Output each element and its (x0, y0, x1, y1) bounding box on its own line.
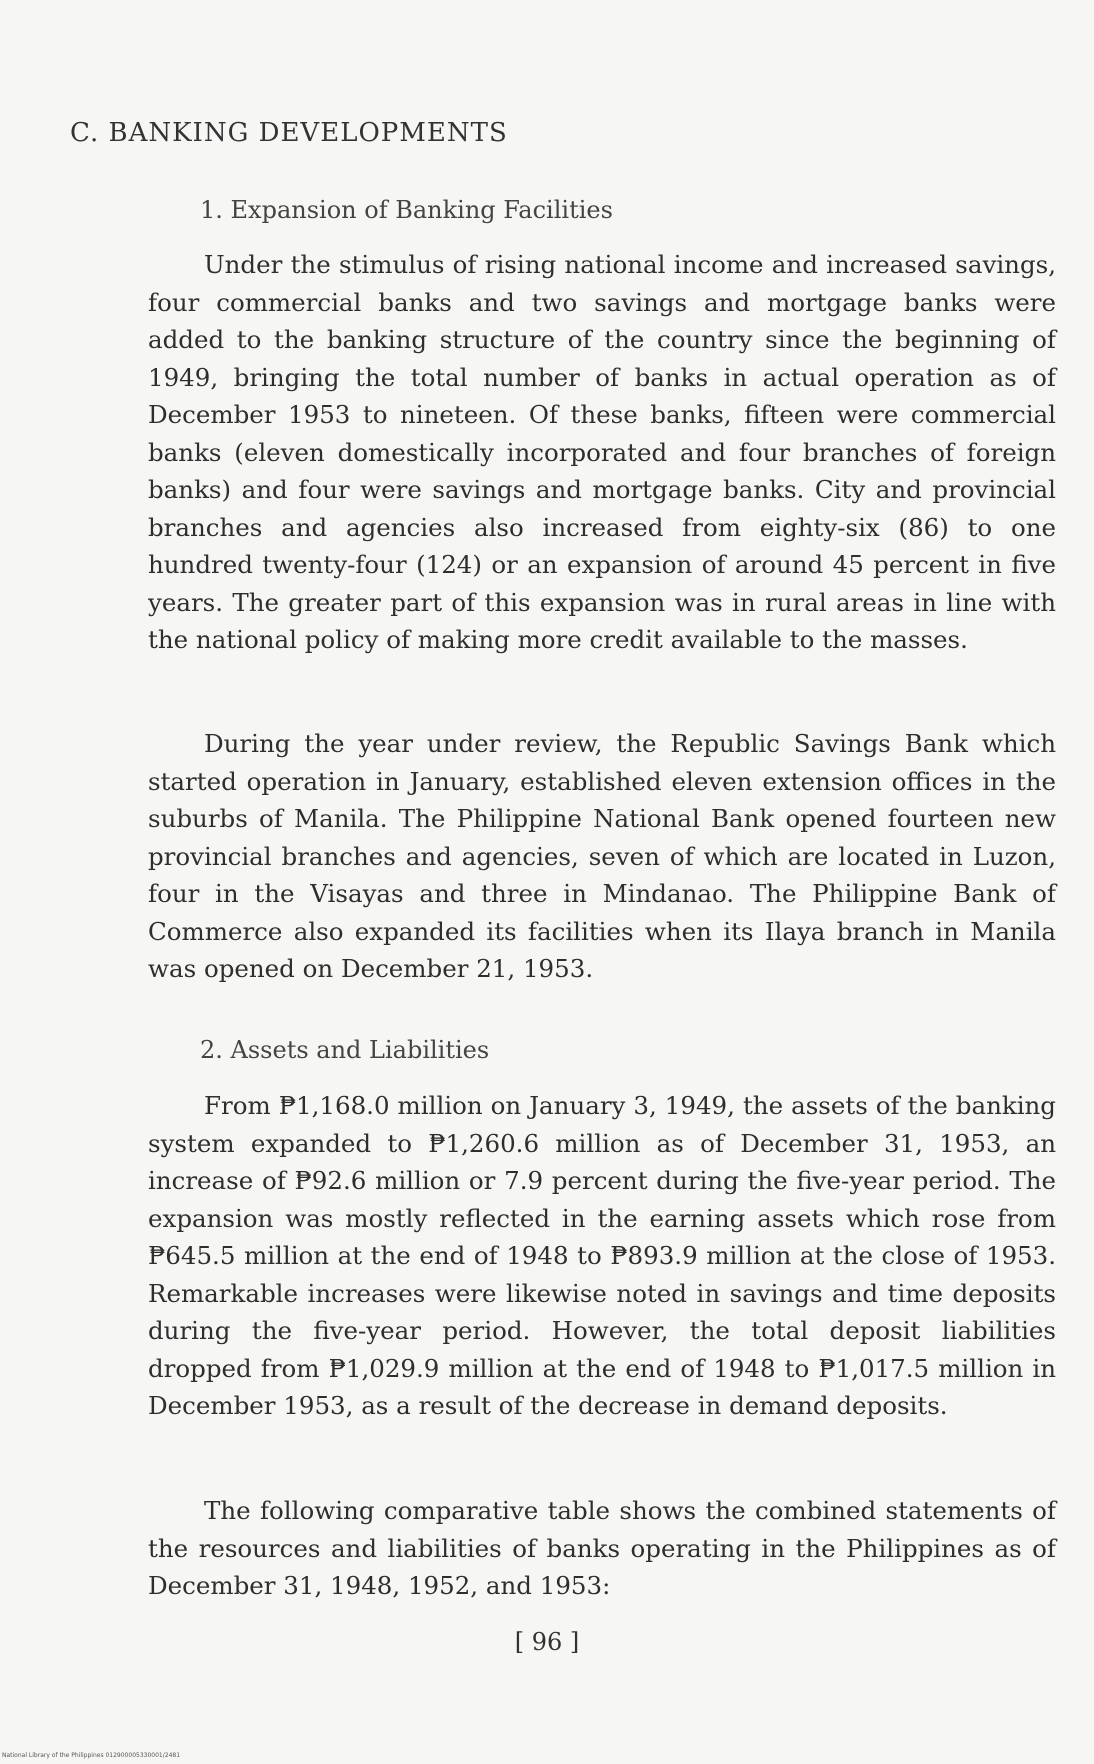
paragraph-expansion-1: Under the stimulus of rising national income and increased savings, four commercial banks and two savings and mortgage banks were added to the banking structure of the country since the beginning of 1949, bringing the total number of banks in actual operation as of December 1953 to nineteen. Of these banks, fifteen were commercial banks (eleven domestically incorporated and four branches of foreign banks) and four were savings and mortgage banks. City and provincial branches and agencies also increased from eighty-six (86) to one hundred twenty-four (124) or an expansion of around 45 percent in five years. The greater part of this expansion was in rural areas in line with the national policy of making more credit available to the masses. (148, 250, 1056, 654)
section-heading: C. BANKING DEVELOPMENTS (70, 118, 508, 148)
subsection-heading-expansion: 1. Expansion of Banking Facilities (200, 196, 613, 224)
paragraph-assets-1: From ₱1,168.0 million on January 3, 1949, the assets of the banking system expanded to ₱1,260.6 million as of December 31, 1953, an increase of ₱92.6 million or 7.9 percent during the five-year period. The expansion was mostly reflected in the earning assets which rose from ₱645.5 million at the end of 1948 to ₱893.9 million at the close of 1953. Remarkable increases were likewise noted in savings and time deposits during the five-year period. However, the total deposit liabilities dropped from ₱1,029.9 million at the end of 1948 to ₱1,017.5 million in December 1953, as a result of the decrease in demand deposits. (148, 1091, 1056, 1420)
paragraph-assets-2: The following comparative table shows the combined statements of the resources and liabilities of banks operating in the Philippines as of December 31, 1948, 1952, and 1953: (148, 1496, 1056, 1600)
paragraph-expansion-2: During the year under review, the Republic Savings Bank which started operation in January, established eleven extension offices in the suburbs of Manila. The Philippine National Bank opened fourteen new provincial branches and agencies, seven of which are located in Luzon, four in the Visayas and three in Mindanao. The Philippine Bank of Commerce also expanded its facilities when its Ilaya branch in Manila was opened on December 21, 1953. (148, 729, 1056, 983)
page-number: [ 96 ] (514, 1628, 580, 1656)
subsection-heading-assets: 2. Assets and Liabilities (200, 1036, 490, 1064)
footer-note: National Library of the Philippines 012900005330001/2481 (2, 1752, 181, 1759)
